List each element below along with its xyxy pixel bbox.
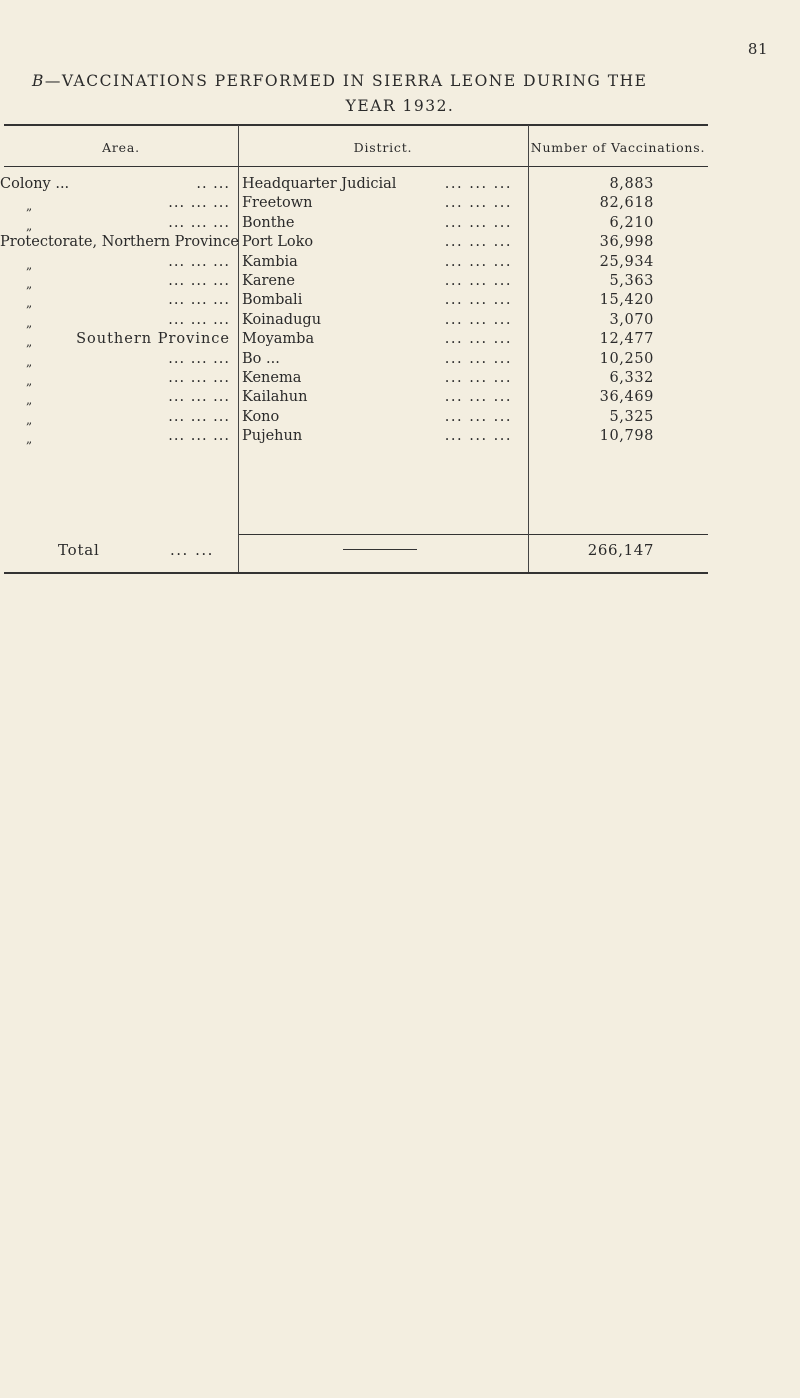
district-cell [242, 252, 520, 272]
district-cell [242, 290, 520, 310]
ditto-mark: „ [26, 257, 33, 272]
vaccination-count: 25,934 [599, 253, 654, 270]
district-leader-dots: ... ... ... [444, 389, 512, 406]
district-cell [242, 310, 520, 330]
district-name: Moyamba [242, 331, 315, 348]
table-row [0, 271, 800, 291]
table-row [0, 368, 800, 388]
area-leader: .. ... [196, 176, 230, 192]
district-name: Pujehun [242, 428, 303, 445]
district-leader-dots: ... ... ... [444, 176, 512, 192]
district-name: Kenema [242, 370, 302, 386]
area-label: Colony ... [0, 176, 70, 192]
area-leader: ... ... ... [168, 292, 230, 309]
total-leader-dots: ... ... [170, 541, 214, 559]
page-number: 81 [747, 40, 768, 58]
vaccination-count: 6,210 [609, 214, 654, 231]
ditto-mark: „ [26, 412, 33, 427]
table-row [0, 193, 800, 213]
total-row [0, 538, 800, 562]
vaccination-count: 8,883 [609, 176, 654, 192]
district-name: Kailahun [242, 389, 308, 406]
district-leader-dots: ... ... ... [444, 214, 512, 231]
table-row [0, 329, 800, 349]
district-cell [242, 368, 520, 388]
table-row [0, 349, 800, 369]
table-row [0, 387, 800, 407]
table-row [0, 252, 800, 272]
district-cell [242, 213, 520, 233]
district-name: Koinadugu [242, 311, 322, 328]
area-leader: ... ... ... [168, 273, 230, 289]
district-cell [242, 174, 520, 194]
district-leader-dots: ... ... ... [444, 331, 512, 348]
vaccination-count: 10,798 [599, 428, 654, 445]
ditto-mark: „ [26, 199, 33, 214]
table-row [0, 426, 800, 446]
ditto-mark: „ [26, 315, 33, 330]
ditto-mark: „ [26, 296, 33, 311]
district-cell [242, 349, 520, 369]
title-line-1: —VACCINATIONS PERFORMED IN SIERRA LEONE DURING THE [44, 72, 648, 90]
area-leader: ... ... ... [168, 428, 230, 445]
vaccination-count: 36,469 [599, 389, 654, 406]
vaccination-count: 82,618 [599, 195, 654, 212]
header-area: Area. [102, 140, 140, 155]
header-district: District. [353, 140, 413, 155]
table-top-rule [4, 124, 708, 126]
district-cell [242, 329, 520, 349]
total-district-dash [343, 549, 417, 550]
area-leader: ... ... ... [168, 214, 230, 231]
vaccination-count: 5,363 [609, 273, 654, 289]
area-label: Protectorate, Northern Province [0, 234, 239, 251]
district-leader-dots: ... ... ... [444, 311, 512, 328]
table-row [0, 213, 800, 233]
table-row [0, 232, 800, 252]
area-leader: Southern Province [76, 331, 230, 348]
total-label: Total [58, 541, 100, 559]
district-cell [242, 407, 520, 427]
vaccination-count: 5,325 [609, 408, 654, 425]
table-bottom-rule [4, 572, 708, 574]
ditto-mark: „ [26, 218, 33, 233]
district-name: Bonthe [242, 214, 295, 231]
total-top-rule [238, 534, 708, 535]
district-leader-dots: ... ... ... [444, 408, 512, 425]
vaccination-count: 3,070 [609, 311, 654, 328]
total-number: 266,147 [587, 541, 654, 559]
vaccination-count: 6,332 [609, 370, 654, 386]
district-cell [242, 387, 520, 407]
table-row [0, 174, 800, 194]
header-bottom-rule [4, 166, 708, 167]
district-leader-dots: ... ... ... [444, 350, 512, 367]
area-leader: ... ... ... [168, 311, 230, 328]
ditto-mark: „ [26, 432, 33, 447]
district-leader-dots: ... ... ... [444, 195, 512, 212]
ditto-mark: „ [26, 374, 33, 388]
vaccination-count: 12,477 [599, 331, 654, 348]
area-leader: ... ... ... [168, 370, 230, 386]
district-leader-dots: ... ... ... [444, 273, 512, 289]
header-number: Number of Vaccinations. [530, 140, 706, 155]
table-row [0, 310, 800, 330]
table-row [0, 290, 800, 310]
vaccination-count: 15,420 [599, 292, 654, 309]
table-row [0, 407, 800, 427]
district-cell [242, 193, 520, 213]
title-prefix: B [32, 72, 45, 90]
table-title [32, 72, 772, 90]
district-leader-dots: ... ... ... [444, 292, 512, 309]
district-name: Headquarter Judicial [242, 176, 397, 192]
district-name: Port Loko [242, 234, 314, 251]
district-cell [242, 232, 520, 252]
district-cell [242, 426, 520, 446]
ditto-mark: „ [26, 354, 33, 369]
district-name: Freetown [242, 195, 313, 212]
district-cell [242, 271, 520, 291]
district-name: Kambia [242, 253, 298, 270]
district-leader-dots: ... ... ... [444, 253, 512, 270]
area-leader: ... ... ... [168, 195, 230, 212]
district-name: Bo ... [242, 350, 280, 367]
district-leader-dots: ... ... ... [444, 428, 512, 445]
area-leader: ... ... ... [168, 408, 230, 425]
district-leader-dots: ... ... ... [444, 370, 512, 386]
vaccination-count: 10,250 [599, 350, 654, 367]
ditto-mark: „ [26, 393, 33, 408]
district-name: Karene [242, 273, 295, 289]
area-leader: ... ... ... [168, 253, 230, 270]
district-name: Bombali [242, 292, 303, 309]
area-leader: ... ... ... [168, 389, 230, 406]
area-leader: ... ... ... [168, 350, 230, 367]
district-leader-dots: ... ... ... [444, 234, 512, 251]
ditto-mark: „ [26, 277, 33, 291]
vaccination-count: 36,998 [599, 234, 654, 251]
district-name: Kono [242, 408, 280, 425]
title-line-2: YEAR 1932. [345, 97, 455, 115]
ditto-mark: „ [26, 335, 33, 350]
